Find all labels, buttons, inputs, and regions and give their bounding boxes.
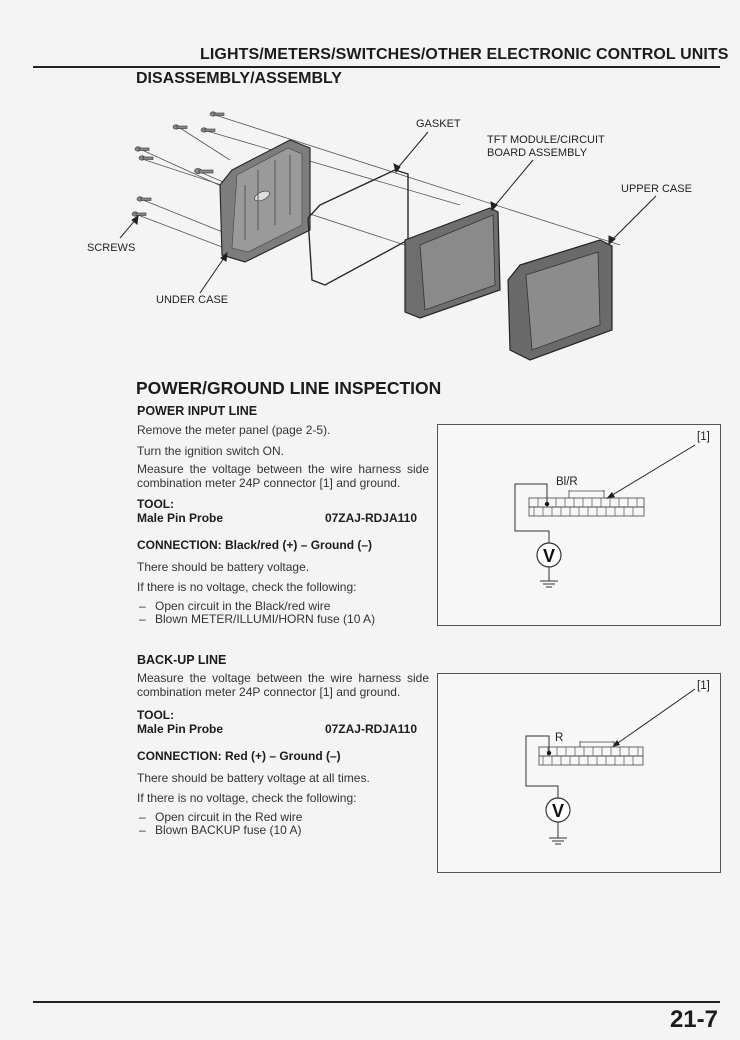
backup-wiring-diagram xyxy=(438,674,720,872)
power-tool-label: TOOL: xyxy=(137,497,175,511)
backup-check-intro: If there is no voltage, check the following: xyxy=(137,791,357,805)
backup-heading: BACK-UP LINE xyxy=(137,653,227,667)
power-expected: There should be battery voltage. xyxy=(137,560,310,574)
backup-check-item: – Blown BACKUP fuse (10 A) xyxy=(137,824,302,837)
exploded-view-illustration xyxy=(80,100,720,370)
inspection-title: POWER/GROUND LINE INSPECTION xyxy=(136,378,442,398)
screws-label: SCREWS xyxy=(87,242,136,254)
page-number: 21-7 xyxy=(669,1006,718,1033)
power-tool-name: Male Pin Probe xyxy=(137,511,224,525)
power-wire-label: Bl/R xyxy=(556,476,578,488)
power-input-heading: POWER INPUT LINE xyxy=(137,404,258,418)
backup-check-list xyxy=(137,811,302,836)
upper-case-label: UPPER CASE xyxy=(621,183,692,195)
power-tool-row xyxy=(137,511,417,525)
backup-connection: CONNECTION: Red (+) – Ground (–) xyxy=(137,749,341,763)
tft-module-label-line1: TFT MODULE/CIRCUIT xyxy=(487,134,605,146)
header-rule xyxy=(33,66,720,68)
backup-tool-name: Male Pin Probe xyxy=(137,722,224,736)
power-wiring-diagram xyxy=(438,425,720,625)
under-case-part xyxy=(220,140,310,262)
disassembly-title: DISASSEMBLY/ASSEMBLY xyxy=(136,70,342,87)
backup-tool-label: TOOL: xyxy=(137,708,175,722)
gasket-label: GASKET xyxy=(416,118,461,130)
power-check-intro: If there is no voltage, check the following: xyxy=(137,580,357,594)
under-case-label: UNDER CASE xyxy=(156,294,229,306)
backup-diagram xyxy=(437,673,721,873)
power-input-diagram xyxy=(437,424,721,626)
power-step-1: Remove the meter panel (page 2-5). xyxy=(137,423,331,437)
power-check-list xyxy=(137,600,375,625)
backup-tool-part: 07ZAJ-RDJA110 xyxy=(324,722,417,736)
svg-text:V: V xyxy=(542,546,556,566)
power-tool-part: 07ZAJ-RDJA110 xyxy=(324,511,417,525)
power-connection: CONNECTION: Black/red (+) – Ground (–) xyxy=(137,538,373,552)
gasket-part xyxy=(308,170,408,285)
backup-check-item: – Open circuit in the Red wire xyxy=(137,811,302,824)
backup-wire-label: R xyxy=(555,732,564,744)
backup-tool-row xyxy=(137,722,417,736)
tft-module-part xyxy=(405,208,500,318)
section-header: LIGHTS/METERS/SWITCHES/OTHER ELECTRONIC CONTROL UNITS xyxy=(200,46,729,63)
upper-case-part xyxy=(508,240,612,360)
backup-callout-label: [1] xyxy=(697,680,710,692)
tft-module-label-line2: BOARD ASSEMBLY xyxy=(487,147,588,159)
backup-expected: There should be battery voltage at all times. xyxy=(137,771,370,785)
backup-step-1: Measure the voltage between the wire harness side combination meter 24P connector [1] and ground. xyxy=(137,671,429,699)
power-check-item: – Open circuit in the Black/red wire xyxy=(137,600,375,613)
power-callout-label: [1] xyxy=(697,431,710,443)
footer-rule xyxy=(33,1001,720,1003)
power-step-2: Turn the ignition switch ON. xyxy=(137,444,284,458)
svg-text:V: V xyxy=(551,801,565,821)
tft-module-label xyxy=(487,134,605,160)
power-step-3: Measure the voltage between the wire harness side combination meter 24P connector [1] and ground. xyxy=(137,462,429,490)
power-check-item: – Blown METER/ILLUMI/HORN fuse (10 A) xyxy=(137,613,375,626)
